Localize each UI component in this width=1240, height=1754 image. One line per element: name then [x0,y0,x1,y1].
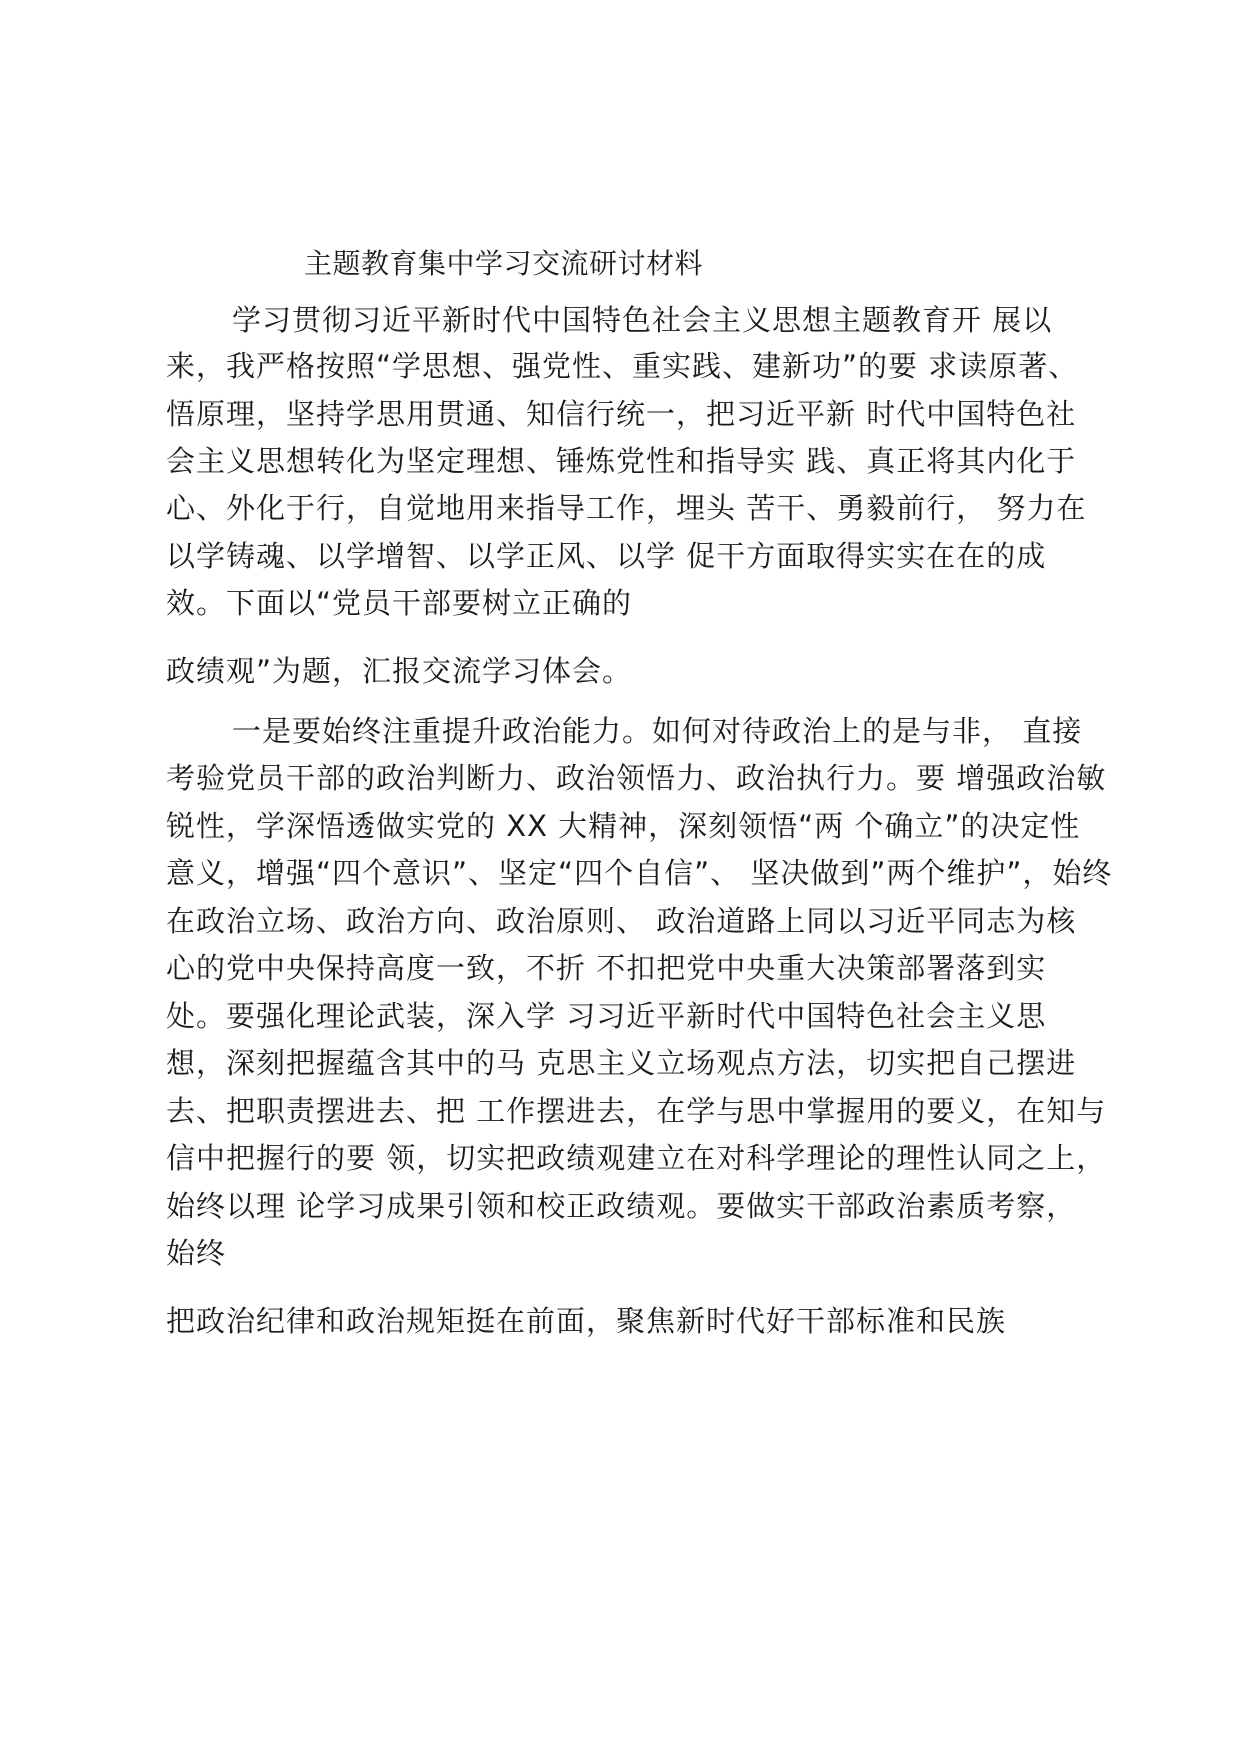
paragraph-line: 去、把职责摆进去、把 工作摆进去，在学与思中掌握用的要义，在知与 [166,1094,1107,1128]
paragraph-line: 把政治纪律和政治规矩挺在前面，聚焦新时代好干部标准和民族 [166,1304,1007,1338]
paragraph-line: 始终 [166,1236,227,1270]
paragraph-line: 会主义思想转化为坚定理想、锤炼党性和指导实 践、真正将其内化于 [166,444,1077,478]
paragraph-line: 信中把握行的要 领，切实把政绩观建立在对科学理论的理性认同之上， [166,1141,1107,1175]
paragraph-line: 心的党中央保持高度一致，不折 不扣把党中央重大决策部署落到实 [166,951,1047,985]
paragraph-line: 一是要始终注重提升政治能力。如何对待政治上的是与非， 直接 [232,714,1083,748]
paragraph-line: 考验党员干部的政治判断力、政治领悟力、政治执行力。要 增强政治敏 [166,761,1107,795]
paragraph-line: 处。要强化理论武装，深入学 习习近平新时代中国特色社会主义思 [166,999,1047,1033]
paragraph-line: 悟原理，坚持学思用贯通、知信行统一，把习近平新 时代中国特色社 [166,397,1077,431]
document-title: 主题教育集中学习交流研讨材料 [304,247,704,280]
paragraph-line: 以学铸魂、以学增智、以学正风、以学 促干方面取得实实在在的成 [166,539,1047,573]
paragraph-line: 始终以理 论学习成果引领和校正政绩观。要做实干部政治素质考察， [166,1189,1077,1223]
paragraph-line: 学习贯彻习近平新时代中国特色社会主义思想主题教育开 展以 [232,303,1053,337]
paragraph-line: 在政治立场、政治方向、政治原则、 政治道路上同以习近平同志为核 [166,904,1077,938]
paragraph-line: 锐性，学深悟透做实党的 XX 大精神，深刻领悟“两 个确立”的决定性 [166,809,1081,843]
paragraph-line: 效。下面以“党员干部要树立正确的 [166,586,633,620]
paragraph-line: 心、外化于行，自觉地用来指导工作，埋头 苦干、勇毅前行， 努力在 [166,491,1087,525]
paragraph-line: 政绩观”为题，汇报交流学习体会。 [166,654,633,688]
paragraph-line: 想，深刻把握蕴含其中的马 克思主义立场观点方法，切实把自己摆进 [166,1046,1077,1080]
paragraph-line: 来，我严格按照“学思想、强党性、重实践、建新功”的要 求读原著、 [166,349,1079,383]
paragraph-line: 意义，增强“四个意识”、坚定“四个自信”、 坚决做到”两个维护”，始终 [166,856,1113,890]
